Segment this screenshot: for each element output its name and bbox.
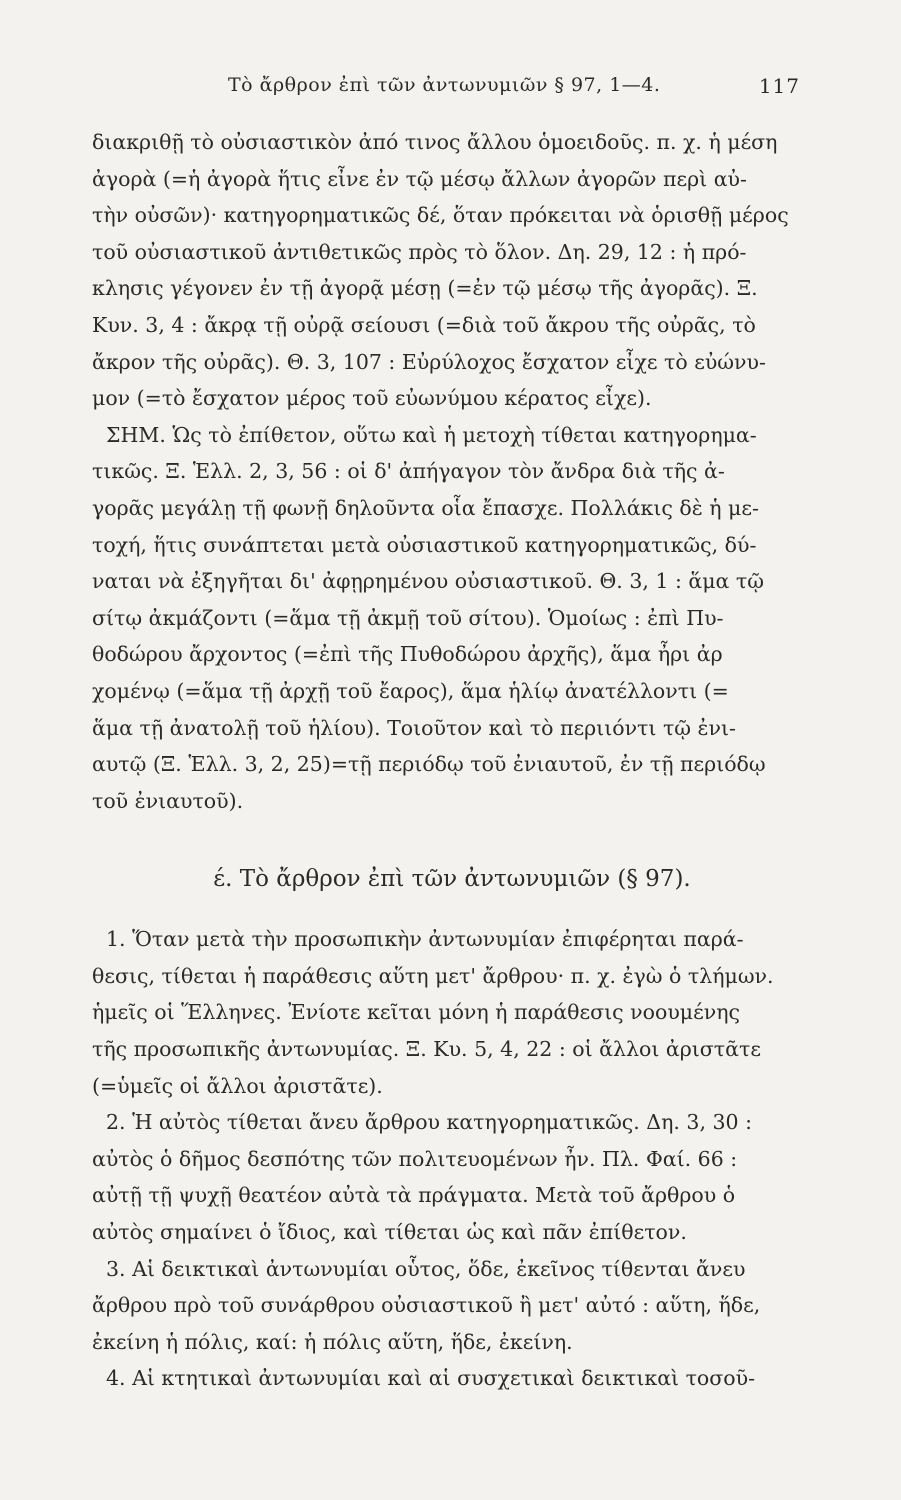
text-line: ἡμεῖς οἱ Ἕλληνες. Ἐνίοτε κεῖται μόνη ἡ παράθεσις νοουμένης bbox=[92, 1000, 740, 1025]
text-line: μον (=τὸ ἔσχατον μέρος τοῦ εὐωνύμου κέρατος εἶχε). bbox=[92, 386, 652, 411]
text-line: χομένῳ (=ἅμα τῇ ἀρχῇ τοῦ ἔαρος), ἅμα ἡλίῳ ἀνατέλλοντι (= bbox=[92, 678, 729, 703]
section-heading: έ. Τὸ ἄρθρον ἐπὶ τῶν ἀντωνυμιῶν (§ 97). bbox=[213, 866, 691, 893]
text-line: ἄκρον τῆς οὐρᾶς). Θ. 3, 107 : Εὐρύλοχος ἔσχατον εἶχε τὸ εὐώνυ- bbox=[92, 349, 766, 374]
text-line: αὐτὸς ὁ δῆμος δεσπότης τῶν πολιτευομένων ἦν. Πλ. Φαί. 66 : bbox=[92, 1146, 738, 1171]
rule-2-paragraph bbox=[92, 1104, 812, 1250]
text-line: 3. Αἱ δεικτικαὶ ἀντωνυμίαι οὗτος, ὅδε, ἐκεῖνος τίθενται ἄνευ bbox=[106, 1256, 746, 1281]
text-line: τὴν οὐσῶν)· κατηγορηματικῶς δέ, ὅταν πρόκειται νὰ ὁρισθῇ μέρος bbox=[92, 203, 789, 228]
text-line: σίτῳ ἀκμάζοντι (=ἅμα τῇ ἀκμῇ τοῦ σίτου). Ὁμοίως : ἐπὶ Πυ- bbox=[92, 605, 724, 630]
text-line: 4. Αἱ κτητικαὶ ἀντωνυμίαι καὶ αἱ συσχετικαὶ δεικτικαὶ τοσοῦ- bbox=[106, 1366, 756, 1391]
text-line: ἐκείνη ἡ πόλις, καί: ἡ πόλις αὕτη, ἥδε, ἐκείνη. bbox=[92, 1329, 573, 1354]
note-paragraph bbox=[92, 417, 812, 820]
text-line: αὐτὸς σημαίνει ὁ ἴδιος, καὶ τίθεται ὡς καὶ πᾶν ἐπίθετον. bbox=[92, 1220, 687, 1245]
page-number: 117 bbox=[758, 74, 800, 98]
text-line: 1. Ὅταν μετὰ τὴν προσωπικὴν ἀντωνυμίαν ἐπιφέρηται παρά- bbox=[106, 927, 744, 952]
text-line: διακριθῇ τὸ οὐσιαστικὸν ἀπό τινος ἄλλου ὁμοειδοῦς. π. χ. ἡ μέση bbox=[92, 130, 778, 154]
text-line: αὐτῇ τῇ ψυχῇ θεατέον αὐτὰ τὰ πράγματα. Μετὰ τοῦ ἄρθρου ὁ bbox=[92, 1183, 736, 1208]
text-line: (=ὑμεῖς οἱ ἄλλοι ἀριστᾶτε). bbox=[92, 1073, 383, 1098]
text-line: τοῦ οὐσιαστικοῦ ἀντιθετικῶς πρὸς τὸ ὅλον. Δη. 29, 12 : ἡ πρό- bbox=[92, 239, 747, 264]
body-text bbox=[92, 124, 812, 1397]
header-title: Τὸ ἄρθρον ἐπὶ τῶν ἀντωνυμιῶν § 97, 1—4. bbox=[228, 74, 661, 96]
running-header bbox=[100, 74, 800, 108]
text-line: ἀγορὰ (=ἡ ἀγορὰ ἥτις εἶνε ἐν τῷ μέσῳ ἄλλων ἀγορῶν περὶ αὐ- bbox=[92, 166, 747, 191]
text-line: Κυν. 3, 4 : ἄκρᾳ τῇ οὐρᾷ σείουσι (=διὰ τοῦ ἄκρου τῆς οὐρᾶς, τὸ bbox=[92, 312, 756, 337]
text-line: αυτῷ (Ξ. Ἑλλ. 3, 2, 25)=τῇ περιόδῳ τοῦ ἐνιαυτοῦ, ἐν τῇ περιόδῳ bbox=[92, 752, 766, 777]
text-line: τοῦ ἐνιαυτοῦ). bbox=[92, 788, 244, 813]
text-line: ἄρθρου πρὸ τοῦ συνάρθρου οὐσιαστικοῦ ἢ μετ' αὐτό : αὕτη, ἥδε, bbox=[92, 1293, 761, 1318]
spacer bbox=[92, 819, 812, 849]
text-line: θεσις, τίθεται ἡ παράθεσις αὕτη μετ' ἄρθρου· π. χ. ἐγὼ ὁ τλήμων. bbox=[92, 963, 774, 988]
text-line: 2. Ἡ αὐτὸς τίθεται ἄνευ ἄρθρου κατηγορηματικῶς. Δη. 3, 30 : bbox=[106, 1110, 753, 1135]
rule-4-paragraph bbox=[92, 1360, 812, 1397]
text-line: ναται νὰ ἐξηγῆται δι' ἀφῃρημένου οὐσιαστικοῦ. Θ. 3, 1 : ἅμα τῷ bbox=[92, 569, 764, 594]
text-line: τοχή, ἥτις συνάπτεται μετὰ οὐσιαστικοῦ κατηγορηματικῶς, δύ- bbox=[92, 532, 757, 557]
text-line: κλησις γέγονεν ἐν τῇ ἀγορᾷ μέσῃ (=ἐν τῷ μέσῳ τῆς ἀγορᾶς). Ξ. bbox=[92, 276, 758, 301]
text-line: ἅμα τῇ ἀνατολῇ τοῦ ἡλίου). Τοιοῦτον καὶ τὸ περιιόντι τῷ ἐνι- bbox=[92, 715, 736, 740]
text-line: τῆς προσωπικῆς ἀντωνυμίας. Ξ. Κυ. 5, 4, 22 : οἱ ἄλλοι ἀριστᾶτε bbox=[92, 1037, 761, 1062]
text-line: τικῶς. Ξ. Ἑλλ. 2, 3, 56 : οἱ δ' ἀπήγαγον τὸν ἄνδρα διὰ τῆς ἀ- bbox=[92, 459, 725, 484]
rule-1-paragraph bbox=[92, 921, 812, 1104]
spacer bbox=[92, 909, 812, 921]
text-line: γορᾶς μεγάλῃ τῇ φωνῇ δηλοῦντα οἷα ἔπασχε. Πολλάκις δὲ ἡ με- bbox=[92, 495, 759, 520]
paragraph-continuation bbox=[92, 124, 812, 417]
rule-3-paragraph bbox=[92, 1251, 812, 1361]
text-line: θοδώρου ἄρχοντος (=ἐπὶ τῆς Πυθοδώρου ἀρχῆς), ἅμα ἦρι ἀρ bbox=[92, 642, 723, 667]
text-line: ΣΗΜ. Ὡς τὸ ἐπίθετον, οὕτω καὶ ἡ μετοχὴ τίθεται κατηγορημα- bbox=[106, 422, 757, 447]
